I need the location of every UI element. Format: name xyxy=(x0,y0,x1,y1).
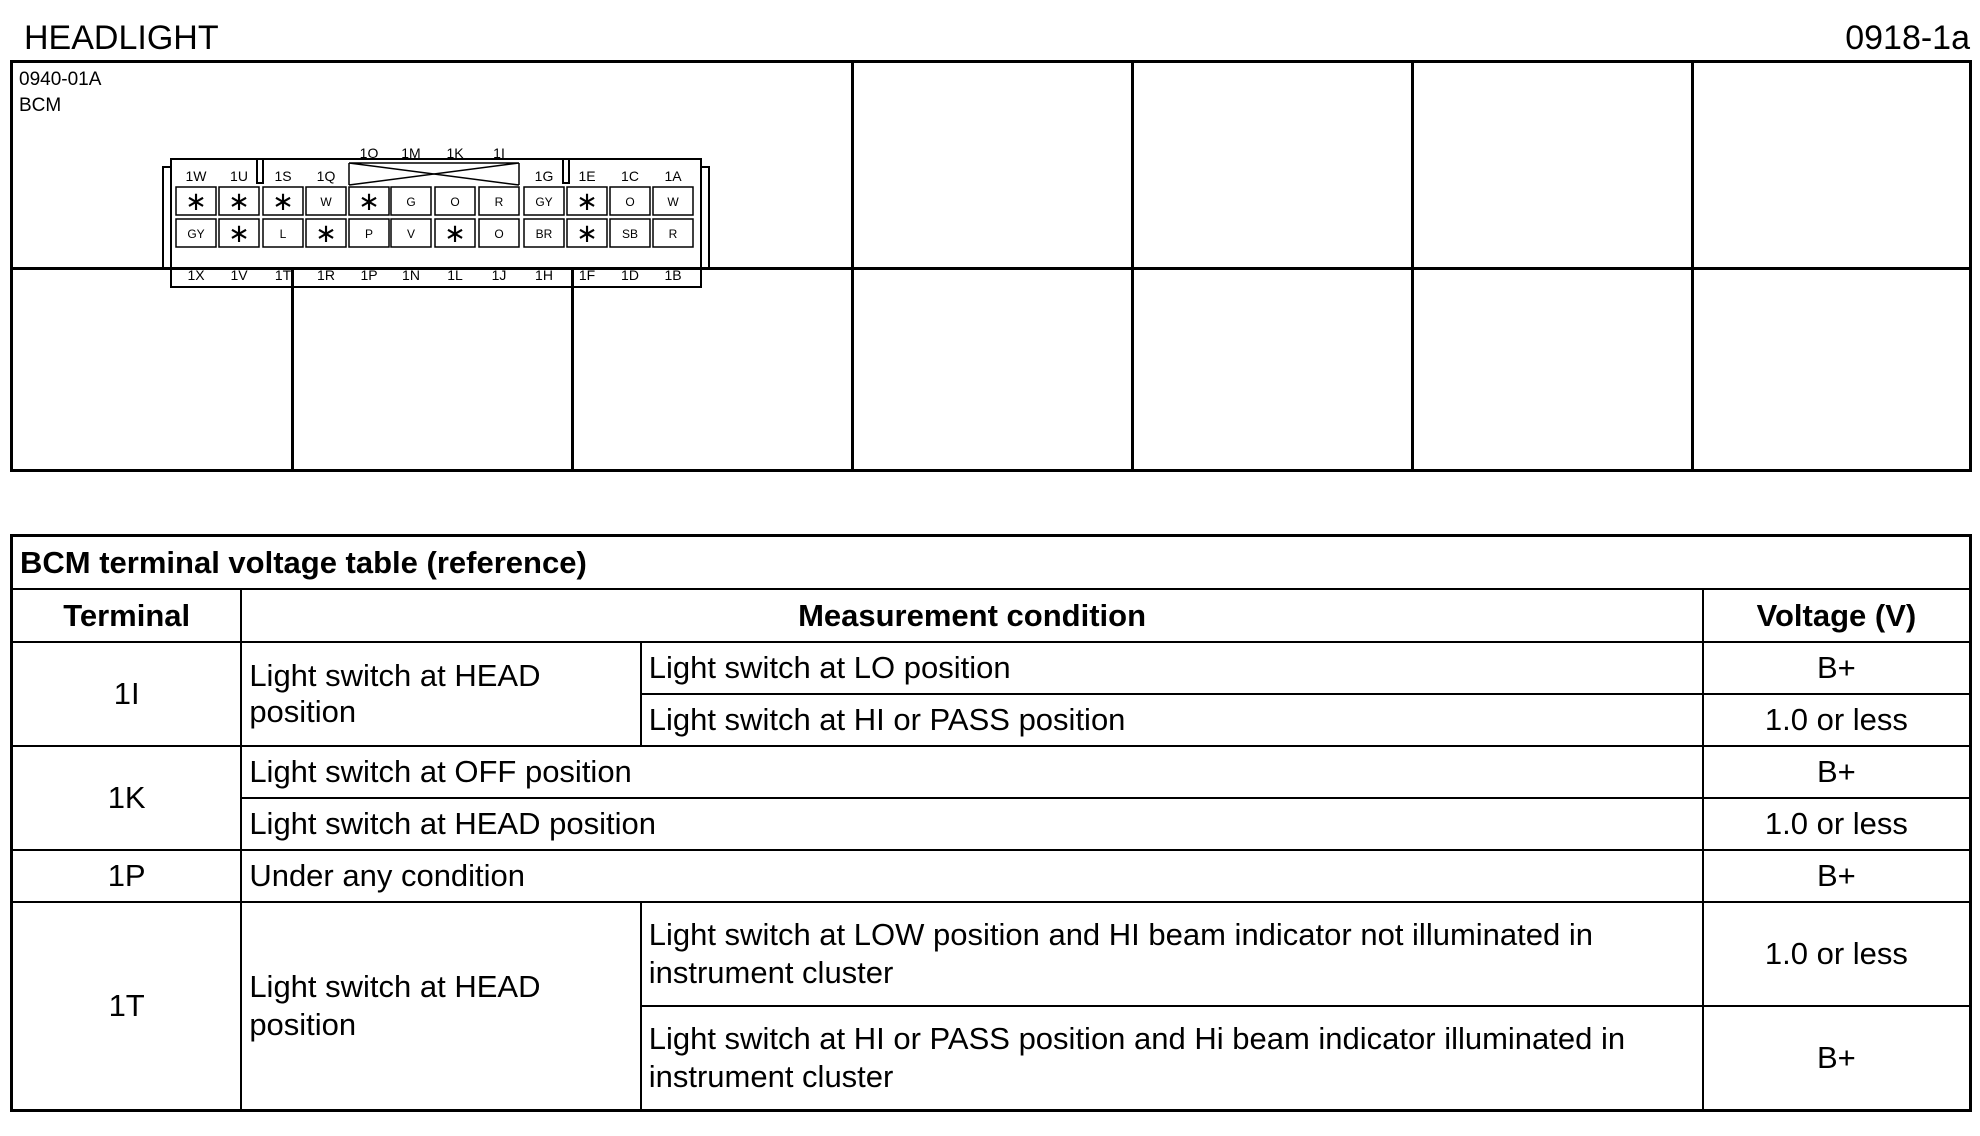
empty-pin-mark: ∗ xyxy=(444,218,466,248)
wire-color-label: G xyxy=(406,195,416,209)
condition-cell: Under any condition xyxy=(241,850,1702,902)
pin-number-label: 1V xyxy=(230,267,248,283)
condition-cell: Light switch at HI or PASS position xyxy=(641,694,1703,746)
bcm-connector-diagram xyxy=(13,63,733,283)
pin-number-label: 1R xyxy=(317,267,335,283)
pin-number-label: 1E xyxy=(578,168,596,184)
empty-pin-mark: ∗ xyxy=(358,186,380,216)
voltage-cell: 1.0 or less xyxy=(1703,798,1971,850)
wire-color-label: P xyxy=(364,227,374,241)
empty-pin-mark: ∗ xyxy=(185,186,207,216)
voltage-cell: B+ xyxy=(1703,746,1971,798)
wire-color-label: SB xyxy=(621,227,639,241)
empty-pin-mark: ∗ xyxy=(576,218,598,248)
terminal-cell: 1I xyxy=(12,642,242,746)
col-condition: Measurement condition xyxy=(241,589,1702,642)
col-voltage: Voltage (V) xyxy=(1703,589,1971,642)
pin-number-label: 1S xyxy=(274,168,292,184)
wire-color-label: O xyxy=(494,227,504,241)
pin-number-label: 1M xyxy=(401,145,421,161)
connector-latch-right xyxy=(701,167,709,269)
wire-color-label: O xyxy=(625,195,635,209)
wire-color-label: GY xyxy=(187,227,205,241)
wire-color-label: V xyxy=(406,227,416,241)
terminal-cell: 1P xyxy=(12,850,242,902)
pin-number-label: 1G xyxy=(534,168,554,184)
pin-number-label: 1O xyxy=(359,145,379,161)
wire-color-label: W xyxy=(320,195,332,209)
pin-number-label: 1N xyxy=(402,267,420,283)
pin-cross-bracket xyxy=(349,163,519,185)
pin-number-label: 1L xyxy=(447,267,463,283)
table-caption: BCM terminal voltage table (reference) xyxy=(12,536,1971,590)
condition-cell: Light switch at LOW position and HI beam indicator not illuminated in instrument cluster xyxy=(641,902,1703,1006)
wire-color-label: O xyxy=(450,195,460,209)
pin-number-label: 1F xyxy=(578,267,596,283)
empty-pin-mark: ∗ xyxy=(228,218,250,248)
condition-cell: Light switch at HI or PASS position and Hi beam indicator illuminated in instrument cluster xyxy=(641,1006,1703,1111)
connector-name: BCM xyxy=(19,95,62,116)
condition-cell: Light switch at LO position xyxy=(641,642,1703,694)
pin-number-label: 1Q xyxy=(316,168,336,184)
connector-latch-left xyxy=(163,167,171,269)
wire-color-label: GY xyxy=(535,195,553,209)
pin-number-label: 1T xyxy=(274,267,292,283)
pin-number-label: 1J xyxy=(491,267,507,283)
pin-number-label: 1H xyxy=(535,267,553,283)
connector-code: 0940-01A xyxy=(19,69,102,90)
condition-group: Light switch at HEAD position xyxy=(241,902,640,1111)
pin-number-label: 1I xyxy=(493,145,505,161)
empty-pin-mark: ∗ xyxy=(228,186,250,216)
pin-number-label: 1A xyxy=(664,168,682,184)
empty-pin-mark: ∗ xyxy=(315,218,337,248)
voltage-cell: B+ xyxy=(1703,1006,1971,1111)
terminal-cell: 1K xyxy=(12,746,242,850)
voltage-cell: B+ xyxy=(1703,642,1971,694)
wire-color-label: BR xyxy=(535,227,553,241)
wire-color-label: R xyxy=(668,227,678,241)
voltage-cell: 1.0 or less xyxy=(1703,694,1971,746)
pin-number-label: 1D xyxy=(621,267,639,283)
pin-number-label: 1U xyxy=(230,168,248,184)
voltage-cell: B+ xyxy=(1703,850,1971,902)
page-title: HEADLIGHT xyxy=(24,19,219,57)
col-terminal: Terminal xyxy=(12,589,242,642)
pin-number-label: 1C xyxy=(621,168,639,184)
voltage-cell: 1.0 or less xyxy=(1703,902,1971,1006)
pin-number-label: 1X xyxy=(187,267,205,283)
empty-pin-mark: ∗ xyxy=(272,186,294,216)
pin-number-label: 1K xyxy=(446,145,464,161)
wire-color-label: W xyxy=(667,195,679,209)
condition-cell: Light switch at HEAD position xyxy=(241,798,1702,850)
pin-number-label: 1B xyxy=(664,267,682,283)
connector-grid xyxy=(10,60,1972,472)
condition-group: Light switch at HEAD position xyxy=(241,642,640,746)
empty-pin-mark: ∗ xyxy=(576,186,598,216)
bcm-voltage-table xyxy=(10,534,1972,1112)
condition-cell: Light switch at OFF position xyxy=(241,746,1702,798)
pin-number-label: 1P xyxy=(360,267,378,283)
wire-color-label: R xyxy=(494,195,504,209)
page-code: 0918-1a xyxy=(1845,19,1970,57)
wire-color-label: L xyxy=(279,227,287,241)
pin-number-label: 1W xyxy=(185,168,207,184)
terminal-cell: 1T xyxy=(12,902,242,1111)
